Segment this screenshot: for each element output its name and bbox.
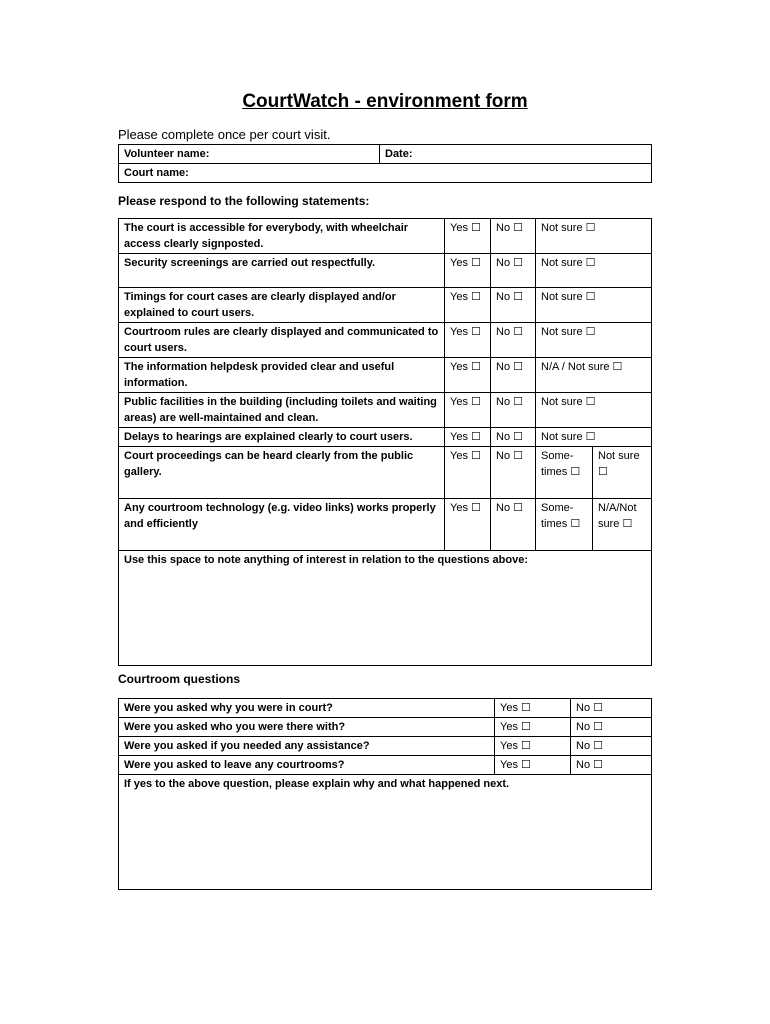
yes-checkbox[interactable]: Yes ☐ <box>445 358 491 393</box>
yes-checkbox[interactable]: Yes ☐ <box>495 737 571 756</box>
not-sure-checkbox[interactable]: N/A / Not sure ☐ <box>536 358 652 393</box>
question-text: Were you asked why you were in court? <box>119 699 495 718</box>
court-name-field[interactable]: Court name: <box>119 164 652 183</box>
sometimes-checkbox[interactable]: Some-times ☐ <box>536 499 593 551</box>
no-checkbox[interactable]: No ☐ <box>491 219 536 254</box>
not-sure-checkbox[interactable]: Not sure ☐ <box>536 428 652 447</box>
statement-text: Court proceedings can be heard clearly from the public gallery. <box>119 447 445 499</box>
volunteer-name-field[interactable]: Volunteer name: <box>119 145 380 164</box>
statement-row <box>119 428 652 447</box>
statements-heading: Please respond to the following statements: <box>118 194 370 208</box>
no-checkbox[interactable]: No ☐ <box>571 756 652 775</box>
no-checkbox[interactable]: No ☐ <box>491 447 536 499</box>
statements-table <box>118 218 652 666</box>
notes-area[interactable]: Use this space to note anything of interest in relation to the questions above: <box>119 551 652 666</box>
form-intro: Please complete once per court visit. <box>118 127 331 142</box>
date-field[interactable]: Date: <box>380 145 652 164</box>
courtroom-heading: Courtroom questions <box>118 672 240 686</box>
statement-row <box>119 358 652 393</box>
yes-checkbox[interactable]: Yes ☐ <box>445 288 491 323</box>
statement-row <box>119 447 652 499</box>
question-text: Were you asked to leave any courtrooms? <box>119 756 495 775</box>
yes-checkbox[interactable]: Yes ☐ <box>445 219 491 254</box>
yes-checkbox[interactable]: Yes ☐ <box>445 254 491 288</box>
statement-text: Delays to hearings are explained clearly to court users. <box>119 428 445 447</box>
question-text: Were you asked who you were there with? <box>119 718 495 737</box>
yes-checkbox[interactable]: Yes ☐ <box>445 447 491 499</box>
statement-text: The information helpdesk provided clear and useful information. <box>119 358 445 393</box>
notes-row <box>119 551 652 666</box>
statement-text: Courtroom rules are clearly displayed and communicated to court users. <box>119 323 445 358</box>
yes-checkbox[interactable]: Yes ☐ <box>445 393 491 428</box>
no-checkbox[interactable]: No ☐ <box>571 699 652 718</box>
statement-row <box>119 254 652 288</box>
statement-text: Security screenings are carried out respectfully. <box>119 254 445 288</box>
statement-row <box>119 393 652 428</box>
no-checkbox[interactable]: No ☐ <box>491 323 536 358</box>
not-sure-checkbox[interactable]: N/A/Not sure ☐ <box>593 499 652 551</box>
statement-row <box>119 323 652 358</box>
form-title: CourtWatch - environment form <box>242 91 528 112</box>
statement-text: Timings for court cases are clearly displayed and/or explained to court users. <box>119 288 445 323</box>
yes-checkbox[interactable]: Yes ☐ <box>495 718 571 737</box>
explain-row <box>119 775 652 890</box>
no-checkbox[interactable]: No ☐ <box>491 393 536 428</box>
yes-checkbox[interactable]: Yes ☐ <box>445 499 491 551</box>
courtroom-question-row <box>119 718 652 737</box>
visit-details-table <box>118 144 652 183</box>
yes-checkbox[interactable]: Yes ☐ <box>445 323 491 358</box>
no-checkbox[interactable]: No ☐ <box>491 288 536 323</box>
not-sure-checkbox[interactable]: Not sure ☐ <box>536 254 652 288</box>
no-checkbox[interactable]: No ☐ <box>491 428 536 447</box>
statement-row <box>119 219 652 254</box>
statement-text: Public facilities in the building (including toilets and waiting areas) are well-maintained and clean. <box>119 393 445 428</box>
no-checkbox[interactable]: No ☐ <box>571 718 652 737</box>
not-sure-checkbox[interactable]: Not sure ☐ <box>536 288 652 323</box>
statement-text: The court is accessible for everybody, with wheelchair access clearly signposted. <box>119 219 445 254</box>
sometimes-checkbox[interactable]: Some-times ☐ <box>536 447 593 499</box>
no-checkbox[interactable]: No ☐ <box>491 499 536 551</box>
question-text: Were you asked if you needed any assistance? <box>119 737 495 756</box>
no-checkbox[interactable]: No ☐ <box>491 254 536 288</box>
courtroom-question-row <box>119 699 652 718</box>
courtroom-question-row <box>119 756 652 775</box>
yes-checkbox[interactable]: Yes ☐ <box>495 756 571 775</box>
no-checkbox[interactable]: No ☐ <box>571 737 652 756</box>
not-sure-checkbox[interactable]: Not sure ☐ <box>536 393 652 428</box>
courtroom-table <box>118 698 652 890</box>
statement-row <box>119 499 652 551</box>
statement-row <box>119 288 652 323</box>
yes-checkbox[interactable]: Yes ☐ <box>445 428 491 447</box>
statement-text: Any courtroom technology (e.g. video links) works properly and efficiently <box>119 499 445 551</box>
yes-checkbox[interactable]: Yes ☐ <box>495 699 571 718</box>
not-sure-checkbox[interactable]: Not sure ☐ <box>593 447 652 499</box>
not-sure-checkbox[interactable]: Not sure ☐ <box>536 323 652 358</box>
explain-area[interactable]: If yes to the above question, please explain why and what happened next. <box>119 775 652 890</box>
not-sure-checkbox[interactable]: Not sure ☐ <box>536 219 652 254</box>
no-checkbox[interactable]: No ☐ <box>491 358 536 393</box>
courtroom-question-row <box>119 737 652 756</box>
